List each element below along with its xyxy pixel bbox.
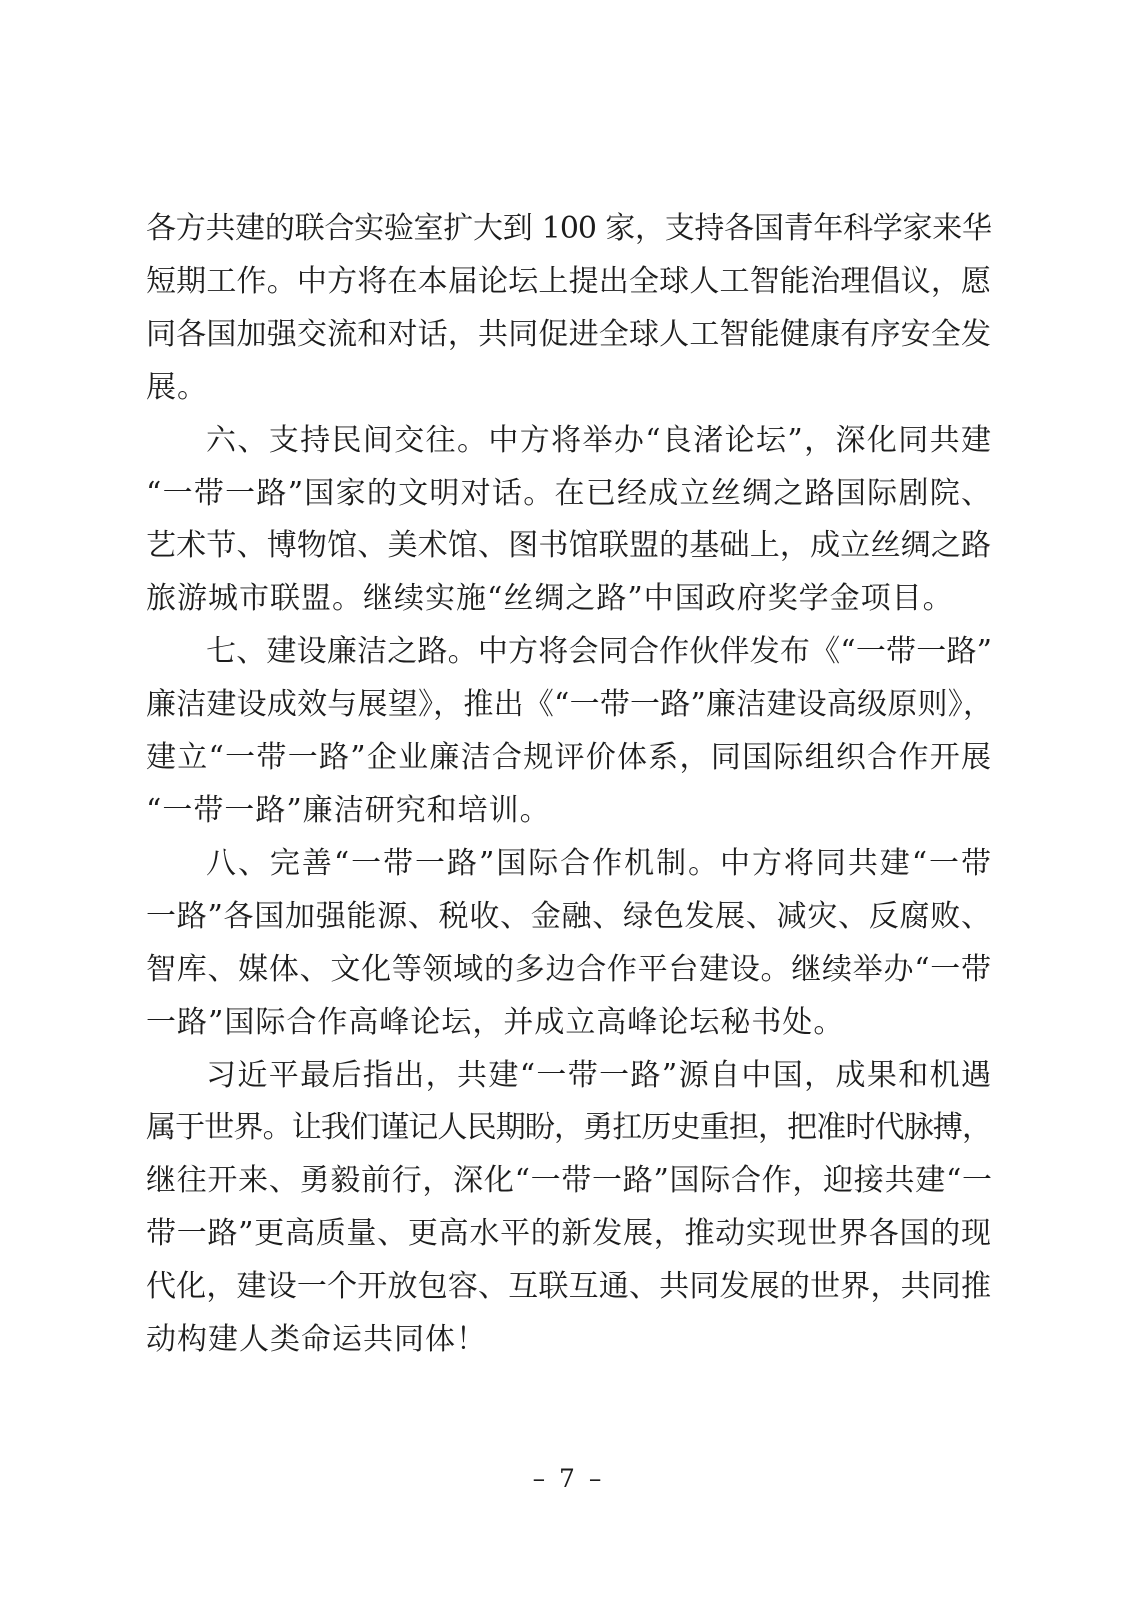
text-line: 建立“一带一路”企业廉洁合规评价体系，同国际组织合作开展 — [146, 740, 991, 776]
text-line: “一带一路”国家的文明对话。在已经成立丝绸之路国际剧院、 — [146, 475, 991, 511]
text-line: 带一路”更高质量、更高水平的新发展，推动实现世界各国的现 — [146, 1216, 991, 1252]
text-line: 一路”国际合作高峰论坛，并成立高峰论坛秘书处。 — [146, 1004, 845, 1040]
paragraph-6-people-to-people-exchange — [146, 415, 991, 627]
text-line: 旅游城市联盟。继续实施“丝绸之路”中国政府奖学金项目。 — [146, 581, 954, 617]
text-line: 代化，建设一个开放包容、互联互通、共同发展的世界，共同推 — [146, 1269, 991, 1305]
text-line: 智库、媒体、文化等领域的多边合作平台建设。继续举办“一带 — [146, 951, 991, 987]
paragraph-8-cooperation-mechanisms — [146, 838, 991, 1050]
text-line: 艺术节、博物馆、美术馆、图书馆联盟的基础上，成立丝绸之路 — [146, 528, 991, 564]
text-line: 各方共建的联合实验室扩大到 100 家，支持各国青年科学家来华 — [146, 211, 991, 246]
text-line: 廉洁建设成效与展望》，推出《“一带一路”廉洁建设高级原则》， — [146, 687, 991, 723]
text-line: 七、建设廉洁之路。中方将会同合作伙伴发布《“一带一路” — [206, 634, 991, 670]
text-line: 继往开来、勇毅前行，深化“一带一路”国际合作，迎接共建“一 — [146, 1163, 991, 1199]
document-text-block — [146, 203, 991, 1367]
text-line: 短期工作。中方将在本届论坛上提出全球人工智能治理倡议，愿 — [146, 263, 991, 299]
text-line: 六、支持民间交往。中方将举办“良渚论坛”，深化同共建 — [206, 422, 991, 458]
text-line: 展。 — [146, 369, 208, 405]
text-line: 一路”各国加强能源、税收、金融、绿色发展、减灾、反腐败、 — [146, 898, 991, 934]
paragraph-conclusion — [146, 1050, 991, 1367]
text-line: 动构建人类命运共同体！ — [146, 1322, 487, 1358]
text-line: “一带一路”廉洁研究和培训。 — [146, 792, 551, 828]
page-number: – 7 – — [532, 1464, 605, 1493]
paragraph-7-integrity-road — [146, 626, 991, 838]
text-line: 属于世界。让我们谨记人民期盼，勇扛历史重担，把准时代脉搏， — [146, 1110, 991, 1146]
text-line: 习近平最后指出，共建“一带一路”源自中国，成果和机遇 — [206, 1057, 991, 1093]
paragraph-continuation-science-ai — [146, 203, 991, 415]
text-line: 同各国加强交流和对话，共同促进全球人工智能健康有序安全发 — [146, 316, 991, 352]
text-line: 八、完善“一带一路”国际合作机制。中方将同共建“一带 — [206, 845, 991, 881]
